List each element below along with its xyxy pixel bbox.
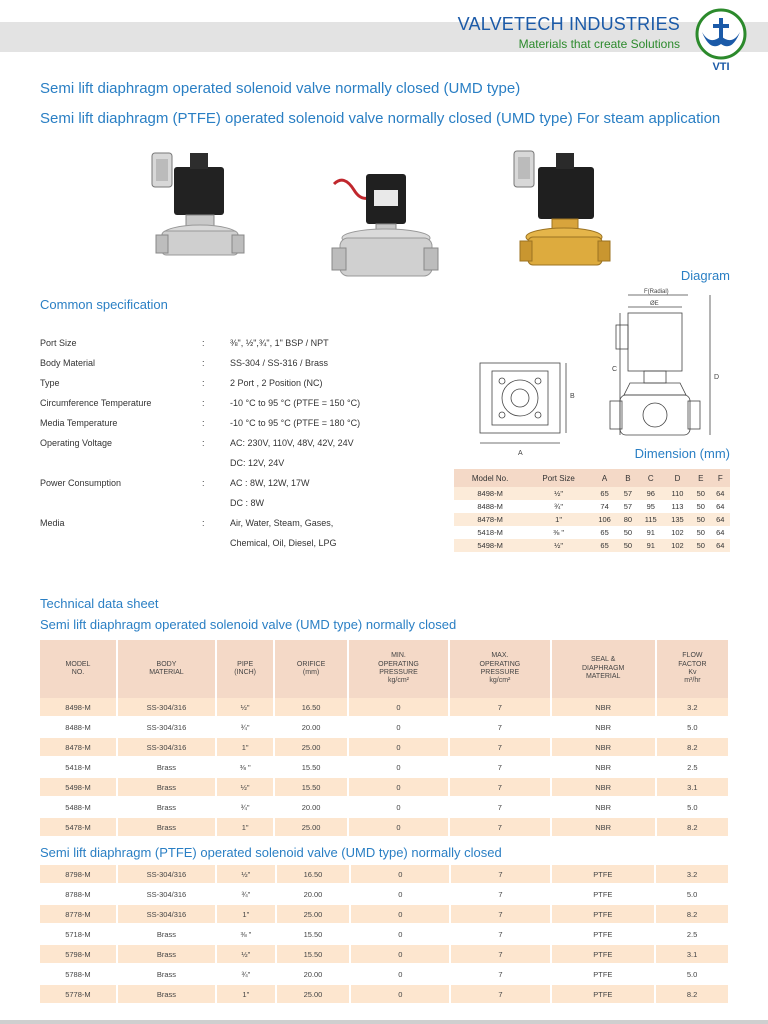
technical-cell: ½" (216, 777, 274, 797)
technical-cell: 7 (450, 904, 550, 924)
dimension-cell: 8488-M (477, 502, 503, 511)
technical-cell: 25.00 (274, 737, 347, 757)
diagram-label-phi: ØE (650, 301, 659, 307)
spec-row (40, 518, 420, 538)
technical-cell: NBR (551, 717, 656, 737)
technical-cell: 20.00 (276, 964, 351, 984)
dimension-header-cell: E (691, 469, 710, 487)
technical-header-line: PRESSURE (379, 669, 418, 676)
dimension-cell: 64 (711, 513, 730, 526)
bottom-rule (0, 1020, 768, 1024)
technical-cell: 7 (449, 777, 550, 797)
technical-row (40, 984, 729, 1004)
technical-row (40, 737, 729, 757)
technical-cell: 5778-M (40, 984, 117, 1004)
technical-header-line: kg/cm² (387, 677, 409, 685)
dimension-cell: 65 (591, 539, 618, 552)
technical-cell: Brass (117, 944, 216, 964)
dimension-cell: 115 (638, 513, 664, 526)
technical-cell: 5478-M (40, 817, 117, 837)
technical-cell: 8478-M (40, 737, 117, 757)
technical-cell: 7 (450, 984, 550, 1004)
technical-cell: 1" (216, 737, 274, 757)
technical-header-line: MODEL (65, 660, 91, 668)
dimension-row (454, 513, 730, 526)
technical-cell: 0 (350, 865, 450, 884)
spec-value: 2 Port , 2 Position (NC) (230, 378, 323, 388)
technical-cell: 16.50 (274, 698, 347, 717)
technical-cell: 25.00 (274, 817, 347, 837)
spec-value: Chemical, Oil, Diesel, LPG (230, 538, 337, 548)
technical-cell: 2.5 (656, 757, 729, 777)
dimension-header-cell: A (591, 469, 618, 487)
dimension-cell: 95 (646, 502, 655, 511)
technical-cell: ½" (216, 865, 276, 884)
dimension-cell: 64 (711, 539, 730, 552)
technical-cell: 2.5 (655, 924, 729, 944)
technical-cell: ⅜ " (216, 757, 274, 777)
dimension-cell: 50 (691, 513, 710, 526)
spec-key: Body Material (40, 358, 96, 368)
dimension-cell: 80 (618, 513, 637, 526)
technical-header-cell (40, 640, 117, 698)
technical-cell: 0 (348, 797, 449, 817)
technical-cell: 5.0 (656, 797, 729, 817)
dimension-header-cell: D (664, 469, 691, 487)
technical-cell: SS-304/316 (117, 904, 216, 924)
technical-header-cell (117, 640, 216, 698)
technical-table-ptfe (40, 865, 730, 1005)
technical-cell: 15.50 (274, 777, 347, 797)
dimension-row (454, 500, 730, 513)
technical-cell: 25.00 (276, 904, 351, 924)
technical-cell: NBR (551, 817, 656, 837)
technical-cell: 7 (449, 817, 550, 837)
technical-row (40, 717, 729, 737)
dimension-cell: 65 (591, 487, 618, 500)
technical-cell: 8.2 (656, 817, 729, 837)
diagram-label-d: D (714, 374, 720, 381)
dimension-cell: 50 (618, 539, 637, 552)
technical-header-line: NO. (71, 669, 85, 676)
technical-row (40, 817, 729, 837)
technical-row (40, 797, 729, 817)
technical-header-cell (348, 640, 449, 698)
dimension-cell: 96 (638, 487, 664, 500)
technical-cell: 16.50 (276, 865, 351, 884)
technical-cell: 7 (450, 884, 550, 904)
dimension-cell: ½" (526, 487, 591, 500)
spec-key: Operating Voltage (40, 438, 113, 448)
dimension-header-cell: C (638, 469, 664, 487)
dimension-cell: 102 (664, 539, 691, 552)
technical-cell: Brass (117, 757, 216, 777)
technical-cell: 1" (216, 817, 274, 837)
technical-cell: 7 (449, 757, 550, 777)
spec-row (40, 438, 420, 458)
technical-header-cell (656, 640, 729, 698)
technical-cell: 7 (449, 737, 550, 757)
technical-subheading-2: Semi lift diaphragm (PTFE) operated solenoid valve (UMD type) normally closed (40, 845, 502, 860)
technical-cell: 0 (350, 964, 450, 984)
spec-sep: : (202, 478, 205, 488)
technical-row (40, 698, 729, 717)
technical-cell: SS-304/316 (117, 884, 216, 904)
technical-header-cell (551, 640, 656, 698)
technical-header-line: OPERATING (479, 660, 521, 668)
dimension-cell: 91 (646, 528, 655, 537)
technical-header-cell (216, 640, 274, 698)
technical-cell: 5.0 (655, 884, 729, 904)
technical-cell: 0 (350, 984, 450, 1004)
dimension-heading: Dimension (mm) (634, 446, 730, 461)
technical-cell: 8498-M (40, 698, 117, 717)
technical-cell: 0 (350, 924, 450, 944)
dimension-cell: 50 (696, 502, 705, 511)
dimension-cell: 5418-M (477, 528, 503, 537)
spec-row (40, 358, 420, 378)
technical-cell: Brass (117, 924, 216, 944)
technical-cell: 7 (450, 944, 550, 964)
spec-value: Air, Water, Steam, Gases, (230, 518, 334, 528)
dimension-cell: 113 (671, 502, 684, 511)
technical-cell: 1" (216, 984, 276, 1004)
spec-value: AC: 230V, 110V, 48V, 42V, 24V (230, 438, 354, 448)
technical-row (40, 865, 729, 884)
diagram-label-b: B (570, 393, 575, 400)
technical-header-cell (449, 640, 550, 698)
spec-value: DC: 12V, 24V (230, 458, 285, 468)
technical-row (40, 964, 729, 984)
technical-cell: 5798-M (40, 944, 117, 964)
technical-cell: SS-304/316 (117, 737, 216, 757)
technical-cell: SS-304/316 (117, 865, 216, 884)
technical-cell: SS-304/316 (117, 717, 216, 737)
dimension-cell: 64 (716, 528, 725, 537)
dimension-cell: 8498-M (454, 487, 526, 500)
spec-value: -10 °C to 95 °C (PTFE = 180 °C) (230, 418, 361, 428)
technical-cell: ½" (216, 698, 274, 717)
technical-cell: ½" (216, 944, 276, 964)
valve-dimension-diagram (470, 285, 732, 460)
dimension-cell: 8478-M (454, 513, 526, 526)
technical-cell: 8.2 (656, 737, 729, 757)
spec-key: Media Temperature (40, 418, 118, 428)
technical-header-line: (mm) (302, 669, 320, 676)
company-name: VALVETECH INDUSTRIES (457, 14, 680, 34)
technical-cell: 15.50 (276, 944, 351, 964)
technical-header-line: BODY (156, 660, 177, 668)
dimension-cell: 135 (664, 513, 691, 526)
diagram-label-c: C (612, 366, 618, 373)
dimension-cell: 110 (664, 487, 691, 500)
technical-cell: 20.00 (274, 717, 347, 737)
technical-cell: 15.50 (276, 924, 351, 944)
technical-cell: 5788-M (40, 964, 117, 984)
technical-cell: PTFE (551, 924, 656, 944)
spec-value: DC : 8W (230, 498, 265, 508)
dimension-cell: 50 (696, 528, 705, 537)
technical-header-line: PRESSURE (480, 669, 520, 676)
spec-row (40, 458, 420, 478)
company-logo (688, 6, 754, 72)
technical-header-line: kg/cm² (489, 677, 511, 685)
valve-photo-brass (512, 145, 612, 275)
spec-sep: : (202, 358, 205, 368)
technical-row (40, 777, 729, 797)
technical-cell: 7 (450, 924, 550, 944)
dimension-cell: 64 (716, 502, 725, 511)
dimension-row (454, 539, 730, 552)
technical-header-line: MAX. (491, 652, 509, 660)
technical-cell: 3.2 (656, 698, 729, 717)
technical-cell: Brass (117, 964, 216, 984)
technical-header-line: DIAPHRAGM (581, 664, 625, 672)
dimension-cell: 50 (691, 487, 710, 500)
spec-row (40, 498, 420, 518)
logo-text: VTI (712, 61, 730, 72)
technical-cell: NBR (551, 777, 656, 797)
technical-cell: 0 (348, 757, 449, 777)
technical-cell: 5418-M (40, 757, 117, 777)
spec-key: Circumference Temperature (40, 398, 152, 408)
dimension-cell: ½" (526, 539, 591, 552)
technical-cell: 7 (450, 964, 550, 984)
technical-cell: 3.1 (656, 777, 729, 797)
common-spec-heading: Common specification (40, 297, 168, 312)
valve-photo-ss-1 (150, 145, 250, 270)
technical-cell: 0 (350, 904, 450, 924)
technical-cell: Brass (117, 984, 216, 1004)
technical-cell: 20.00 (274, 797, 347, 817)
technical-cell: SS-304/316 (117, 698, 216, 717)
dimension-cell: 65 (600, 528, 609, 537)
technical-cell: PTFE (551, 944, 656, 964)
technical-header-line: OPERATING (378, 660, 419, 668)
technical-cell: ¾" (216, 884, 276, 904)
technical-cell: PTFE (551, 904, 656, 924)
dimension-cell: ¾" (554, 502, 564, 511)
technical-cell: 5.0 (656, 717, 729, 737)
dimension-cell: 91 (638, 539, 664, 552)
spec-sep: : (202, 338, 205, 348)
dimension-cell: ⅜ " (553, 528, 565, 537)
technical-row (40, 757, 729, 777)
spec-value: SS-304 / SS-316 / Brass (230, 358, 329, 368)
technical-cell: 20.00 (276, 884, 351, 904)
technical-header-line: MATERIAL (585, 673, 621, 681)
technical-cell: 7 (449, 717, 550, 737)
brand-block (458, 14, 680, 51)
dimension-cell: 5498-M (454, 539, 526, 552)
technical-cell: PTFE (551, 884, 656, 904)
technical-cell: 8798-M (40, 865, 117, 884)
technical-cell: NBR (551, 757, 656, 777)
common-spec-list (40, 338, 420, 558)
technical-cell: Brass (117, 817, 216, 837)
technical-row (40, 944, 729, 964)
dimension-cell: 50 (623, 528, 633, 537)
valve-photo-ss-2 (330, 170, 440, 290)
spec-sep: : (202, 378, 205, 388)
dimension-cell: 64 (711, 487, 730, 500)
technical-table-nbr (40, 640, 730, 838)
technical-cell: 5488-M (40, 797, 117, 817)
spec-row (40, 418, 420, 438)
dimension-header-cell: F (711, 469, 730, 487)
spec-key: Power Consumption (40, 478, 122, 488)
spec-key: Port Size (40, 338, 77, 348)
technical-cell: 8488-M (40, 717, 117, 737)
technical-header-line: FLOW (682, 652, 703, 660)
spec-row (40, 398, 420, 418)
dimension-header-cell: Model No. (454, 469, 526, 487)
technical-subheading-1: Semi lift diaphragm operated solenoid valve (UMD type) normally closed (40, 617, 457, 632)
technical-cell: 8.2 (655, 904, 729, 924)
technical-cell: NBR (551, 698, 656, 717)
technical-header-line: ORIFICE (296, 660, 326, 668)
spec-row (40, 538, 420, 558)
technical-cell: 5.0 (655, 964, 729, 984)
spec-sep: : (202, 518, 205, 528)
technical-cell: 5498-M (40, 777, 117, 797)
technical-cell: ¾" (216, 964, 276, 984)
technical-cell: 0 (348, 737, 449, 757)
dimension-cell: 57 (618, 487, 637, 500)
spec-key: Type (40, 378, 60, 388)
dimension-cell: 102 (671, 528, 684, 537)
technical-header-line: Kv (688, 669, 697, 676)
spec-row (40, 338, 420, 358)
spec-sep: : (202, 418, 205, 428)
technical-cell: 0 (350, 944, 450, 964)
dimension-table (454, 469, 730, 552)
technical-cell: 5718-M (40, 924, 117, 944)
spec-value: -10 °C to 95 °C (PTFE = 150 °C) (230, 398, 361, 408)
dimension-cell: 1" (526, 513, 591, 526)
dimension-cell: 74 (600, 502, 609, 511)
dimension-row (454, 526, 730, 539)
technical-cell: ¾" (216, 717, 274, 737)
dimension-header-cell: B (618, 469, 637, 487)
technical-cell: PTFE (551, 984, 656, 1004)
page-title-2: Semi lift diaphragm (PTFE) operated solenoid valve normally closed (UMD type) For steam application (40, 110, 721, 127)
technical-cell: 3.1 (655, 944, 729, 964)
technical-cell: 8788-M (40, 884, 117, 904)
technical-cell: 7 (450, 865, 550, 884)
spec-sep: : (202, 398, 205, 408)
spec-row (40, 378, 420, 398)
technical-cell: 0 (348, 777, 449, 797)
dimension-cell: 106 (591, 513, 618, 526)
technical-header-line: PIPE (237, 660, 254, 668)
technical-cell: 25.00 (276, 984, 351, 1004)
technical-cell: ¾" (216, 797, 274, 817)
technical-cell: 8778-M (40, 904, 117, 924)
technical-row (40, 884, 729, 904)
spec-sep: : (202, 438, 205, 448)
technical-header-line: FACTOR (678, 660, 707, 668)
technical-row (40, 924, 729, 944)
technical-header-line: MIN. (391, 652, 406, 660)
technical-cell: ⅜ " (216, 924, 276, 944)
technical-heading: Technical data sheet (40, 596, 159, 611)
technical-cell: Brass (117, 777, 216, 797)
technical-cell: PTFE (551, 865, 656, 884)
spec-row (40, 478, 420, 498)
technical-cell: 3.2 (655, 865, 729, 884)
technical-cell: 0 (350, 884, 450, 904)
technical-cell: Brass (117, 797, 216, 817)
technical-header-cell (274, 640, 347, 698)
technical-cell: 15.50 (274, 757, 347, 777)
technical-cell: NBR (551, 737, 656, 757)
page-title-1: Semi lift diaphragm operated solenoid valve normally closed (UMD type) (40, 80, 521, 97)
dimension-cell: 50 (691, 539, 710, 552)
diagram-label-f: F(Radial) (644, 289, 669, 295)
technical-cell: 8.2 (655, 984, 729, 1004)
technical-cell: PTFE (551, 964, 656, 984)
technical-cell: 1" (216, 904, 276, 924)
company-tagline: Materials that create Solutions (518, 37, 680, 51)
technical-cell: 0 (348, 717, 449, 737)
technical-header-line: m³/hr (684, 677, 701, 685)
technical-row (40, 904, 729, 924)
dimension-cell: 57 (623, 502, 633, 511)
technical-header-line: (INCH) (234, 669, 257, 676)
technical-cell: 7 (449, 797, 550, 817)
technical-header-line: SEAL & (591, 656, 616, 664)
technical-cell: NBR (551, 797, 656, 817)
dimension-header-cell: Port Size (526, 469, 591, 487)
spec-value: AC : 8W, 12W, 17W (230, 478, 310, 488)
dimension-row (454, 487, 730, 500)
technical-header-line: MATERIAL (149, 669, 184, 676)
diagram-heading: Diagram (680, 268, 730, 283)
technical-cell: 0 (348, 817, 449, 837)
technical-cell: 0 (348, 698, 449, 717)
spec-value: ⅜", ½",¾", 1" BSP / NPT (230, 338, 329, 348)
spec-key: Media (40, 518, 65, 528)
diagram-label-a: A (518, 450, 523, 457)
technical-cell: 7 (449, 698, 550, 717)
